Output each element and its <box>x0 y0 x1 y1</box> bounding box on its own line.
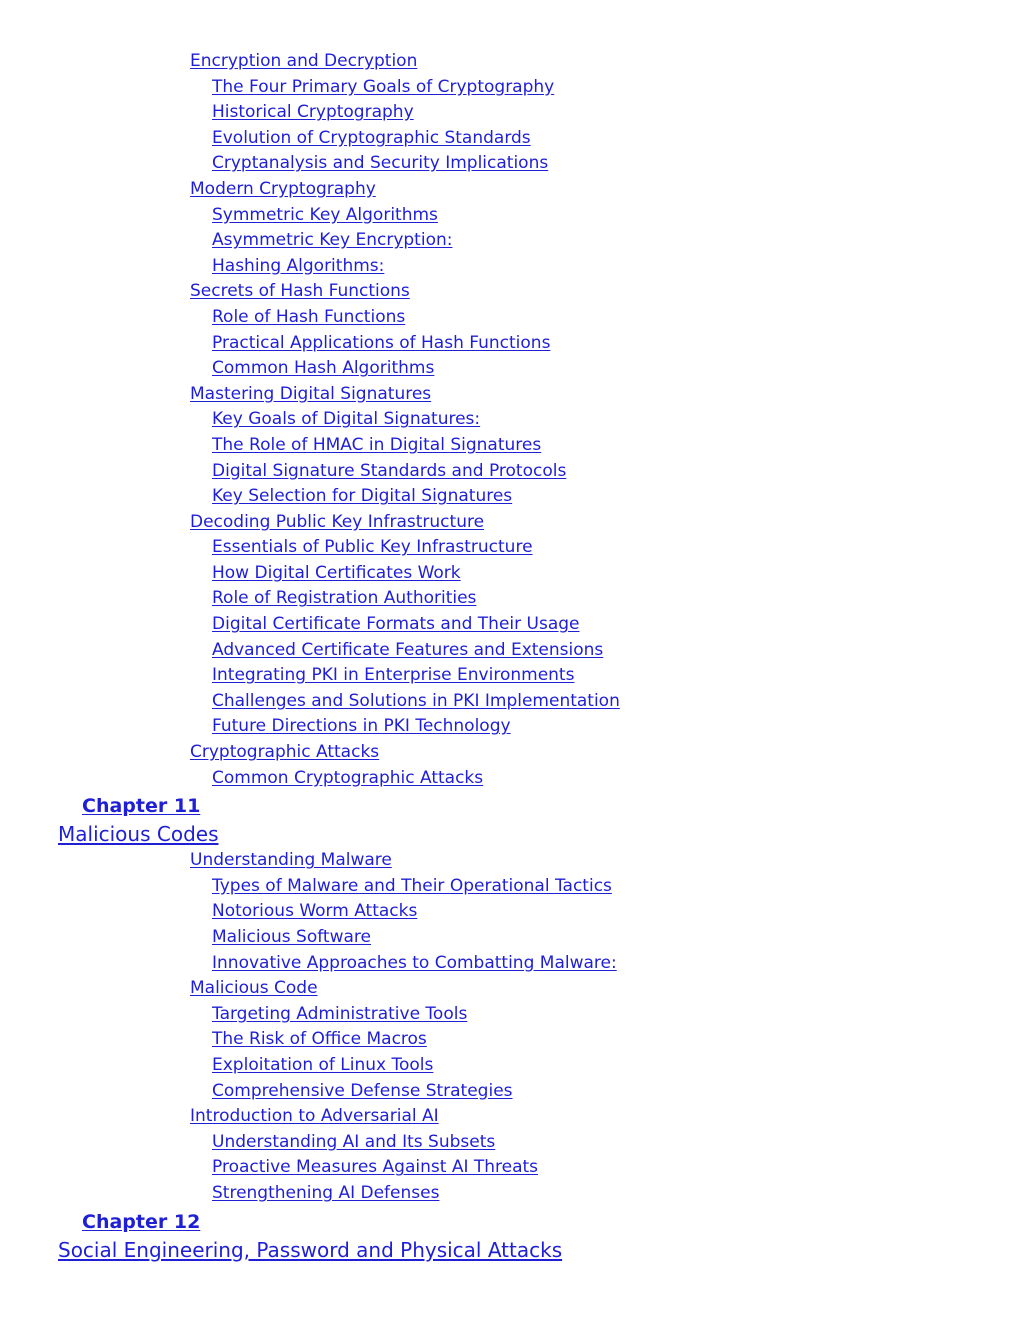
toc-section-link[interactable]: Encryption and Decryption <box>190 51 418 71</box>
toc-subsection-link[interactable]: Key Selection for Digital Signatures <box>212 486 513 507</box>
toc-subsection-link[interactable]: Symmetric Key Algorithms <box>212 204 438 225</box>
toc-section-link[interactable]: Modern Cryptography <box>190 178 376 199</box>
toc-subsection-link[interactable]: Hashing Algorithms: <box>212 255 385 276</box>
toc-subsection-link[interactable]: Malicious Software <box>212 927 371 947</box>
toc-section-link[interactable]: Decoding Public Key Infrastructure <box>190 511 485 532</box>
toc-subsection-link[interactable]: Role of Registration Authorities <box>212 588 477 609</box>
toc-subsection-link[interactable]: Integrating PKI in Enterprise Environments <box>212 665 575 686</box>
toc-subsection-link[interactable]: Key Goals of Digital Signatures: <box>212 409 481 430</box>
chapter-number-link[interactable]: Chapter 11 <box>82 795 201 818</box>
toc-section-link[interactable]: Understanding Malware <box>190 850 392 871</box>
toc-subsection-link[interactable]: Historical Cryptography <box>212 102 414 123</box>
toc-subsection-link[interactable]: Targeting Administrative Tools <box>212 1003 468 1024</box>
toc-section-link[interactable]: Introduction to Adversarial AI <box>190 1106 439 1127</box>
toc-section-link[interactable]: Secrets of Hash Functions <box>190 281 410 302</box>
toc-subsection-link[interactable]: The Role of HMAC in Digital Signatures <box>212 434 542 455</box>
toc-subsection-link[interactable]: Proactive Measures Against AI Threats <box>212 1157 539 1178</box>
toc-subsection-link[interactable]: Essentials of Public Key Infrastructure <box>212 537 533 558</box>
chapter-title-link[interactable]: Malicious Codes <box>58 822 219 847</box>
toc-section-link[interactable]: Mastering Digital Signatures <box>190 383 432 404</box>
toc-subsection-link[interactable]: Asymmetric Key Encryption: <box>212 230 453 251</box>
toc-subsection-link[interactable]: Cryptanalysis and Security Implications <box>212 153 549 174</box>
toc-subsection-link[interactable]: Innovative Approaches to Combatting Malware: <box>212 952 617 973</box>
toc-subsection-link[interactable]: Common Cryptographic Attacks <box>212 767 484 788</box>
toc-subsection-link[interactable]: Role of Hash Functions <box>212 306 406 327</box>
toc-subsection-link[interactable]: Challenges and Solutions in PKI Implementation <box>212 690 620 711</box>
toc-subsection-link[interactable]: Types of Malware and Their Operational Tactics <box>212 875 612 896</box>
toc-subsection-link[interactable]: Practical Applications of Hash Functions <box>212 332 551 353</box>
toc-subsection-link[interactable]: Future Directions in PKI Technology <box>212 716 511 737</box>
toc-subsection-link[interactable]: Strengthening AI Defenses <box>212 1182 440 1203</box>
toc-subsection-link[interactable]: The Four Primary Goals of Cryptography <box>212 76 555 97</box>
toc-subsection-link[interactable]: Exploitation of Linux Tools <box>212 1054 434 1075</box>
toc-subsection-link[interactable]: How Digital Certificates Work <box>212 562 461 583</box>
toc-subsection-link[interactable]: Advanced Certificate Features and Extensions <box>212 639 604 660</box>
toc-section-link[interactable]: Malicious Code <box>190 978 318 999</box>
toc-subsection-link[interactable]: Digital Certificate Formats and Their Usage <box>212 614 580 635</box>
table-of-contents <box>0 49 1020 1264</box>
toc-subsection-link[interactable]: Common Hash Algorithms <box>212 358 435 379</box>
chapter-number-link[interactable]: Chapter 12 <box>82 1210 201 1233</box>
toc-subsection-link[interactable]: Understanding AI and Its Subsets <box>212 1131 496 1152</box>
chapter-title-link[interactable]: Social Engineering, Password and Physical Attacks <box>58 1237 563 1262</box>
toc-subsection-link[interactable]: Comprehensive Defense Strategies <box>212 1080 513 1101</box>
toc-subsection-link[interactable]: Digital Signature Standards and Protocols <box>212 460 567 481</box>
toc-subsection-link[interactable]: Notorious Worm Attacks <box>212 901 418 922</box>
toc-section-link[interactable]: Cryptographic Attacks <box>190 742 380 763</box>
toc-subsection-link[interactable]: The Risk of Office Macros <box>212 1029 427 1050</box>
toc-subsection-link[interactable]: Evolution of Cryptographic Standards <box>212 127 531 148</box>
